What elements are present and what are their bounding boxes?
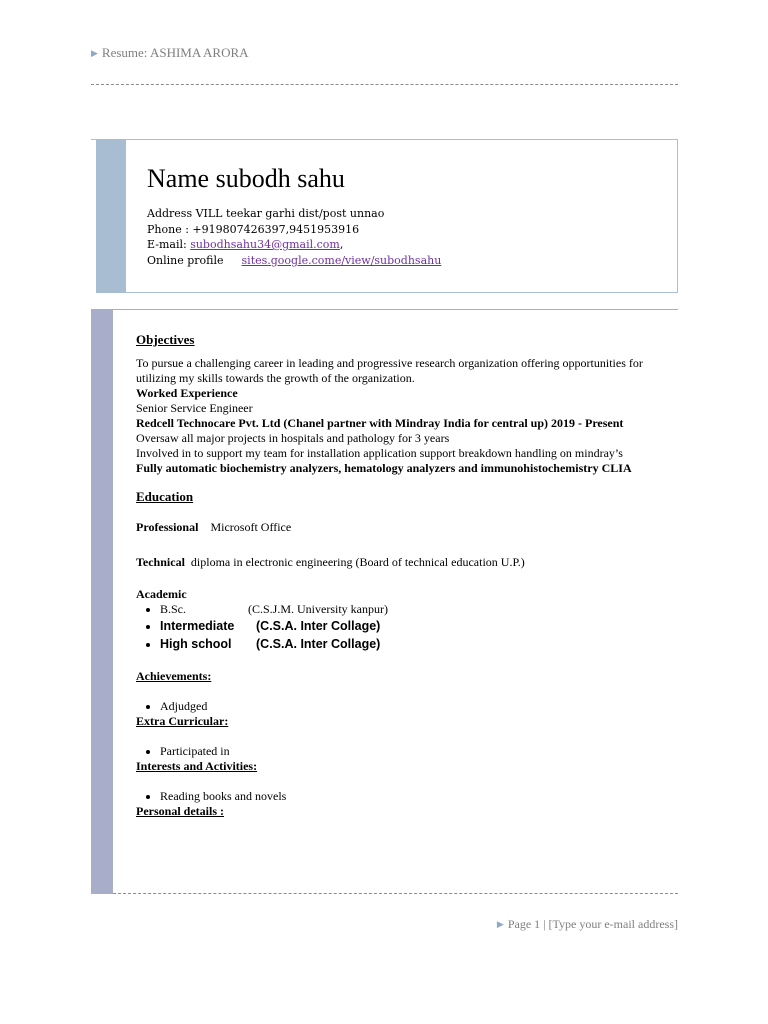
interests-heading: Interests and Activities: [136, 759, 258, 773]
achievements-list [136, 699, 671, 714]
academic-list [136, 602, 671, 653]
header-divider [91, 84, 678, 85]
body-accent-bar [91, 309, 113, 894]
academic-institute: (C.S.A. Inter Collage) [256, 619, 381, 633]
profile-line [147, 253, 441, 269]
academic-item [160, 635, 671, 653]
achievements-heading: Achievements: [136, 669, 212, 683]
email-line [147, 237, 441, 253]
page-header [91, 45, 249, 61]
email-link[interactable]: subodhsahu34@gmail.com [190, 238, 340, 251]
job-line-2: Involved in to support my team for installation application support breakdown handling on mindray’s [136, 446, 623, 460]
profile-label: Online profile [147, 253, 224, 267]
professional-label: Professional [136, 520, 199, 534]
technical-label: Technical [136, 555, 185, 569]
page-footer [497, 917, 678, 932]
extra-curricular-heading: Extra Curricular: [136, 714, 229, 728]
work-heading: Worked Experience [136, 386, 238, 400]
triangle-bullet-icon: ▶ [496, 919, 504, 929]
achievement-item: • Adjudged [160, 699, 671, 714]
academic-label: Academic [136, 587, 187, 601]
contact-details [147, 206, 441, 268]
professional-value: Microsoft Office [210, 520, 292, 534]
email-suffix: , [339, 238, 344, 251]
objectives-text: To pursue a challenging career in leading and progressive research organization offering opportunities for utilizing my skills towards the growth of the organization. [136, 356, 643, 385]
candidate-name: Name subodh sahu [147, 164, 345, 193]
academic-degree: High school [160, 637, 232, 651]
academic-institute: (C.S.J.M. University kanpur) [248, 602, 388, 616]
phone-line: Phone : +919807426397,9451953916 [147, 222, 360, 236]
objectives-heading: Objectives [136, 332, 195, 347]
extra-curricular-item: • Participated in [160, 744, 671, 759]
footer-divider [113, 893, 678, 894]
contact-card-accent-bar [96, 139, 126, 293]
academic-degree: Intermediate [160, 619, 235, 633]
profile-link[interactable]: sites.google.come/view/subodhsahu [241, 253, 442, 267]
technical-value: diploma in electronic engineering (Board of technical education U.P.) [190, 555, 525, 569]
job-line-1: Oversaw all major projects in hospitals and pathology for 3 years [136, 431, 450, 445]
personal-details-heading: Personal details : [136, 804, 224, 818]
academic-item [160, 602, 671, 617]
extra-curricular-list [136, 744, 671, 759]
job-line-3: Fully automatic biochemistry analyzers, hematology analyzers and immunohistochemistry CLIA [136, 461, 632, 475]
interest-item: • Reading books and novels [160, 789, 671, 804]
header-title: Resume: ASHIMA ARORA [101, 45, 249, 60]
body-top-rule [91, 309, 678, 310]
footer-text: Page 1 | [Type your e-mail address] [507, 917, 678, 931]
job-company: Redcell Technocare Pvt. Ltd (Chanel partner with Mindray India for central up) 2019 - Present [136, 416, 624, 430]
academic-degree: B.Sc. [160, 602, 187, 616]
address-line: Address VILL teekar garhi dist/post unnao [147, 207, 385, 220]
email-label: E-mail: [147, 238, 191, 251]
technical-row [136, 555, 671, 570]
interests-list [136, 789, 671, 804]
professional-row [136, 520, 671, 535]
academic-institute: (C.S.A. Inter Collage) [256, 637, 381, 651]
job-role: Senior Service Engineer [136, 401, 253, 415]
contact-card-top-rule [91, 139, 97, 140]
triangle-bullet-icon: ▶ [91, 48, 98, 58]
academic-item [160, 617, 671, 635]
education-heading: Education [136, 489, 194, 504]
resume-body [136, 332, 671, 819]
